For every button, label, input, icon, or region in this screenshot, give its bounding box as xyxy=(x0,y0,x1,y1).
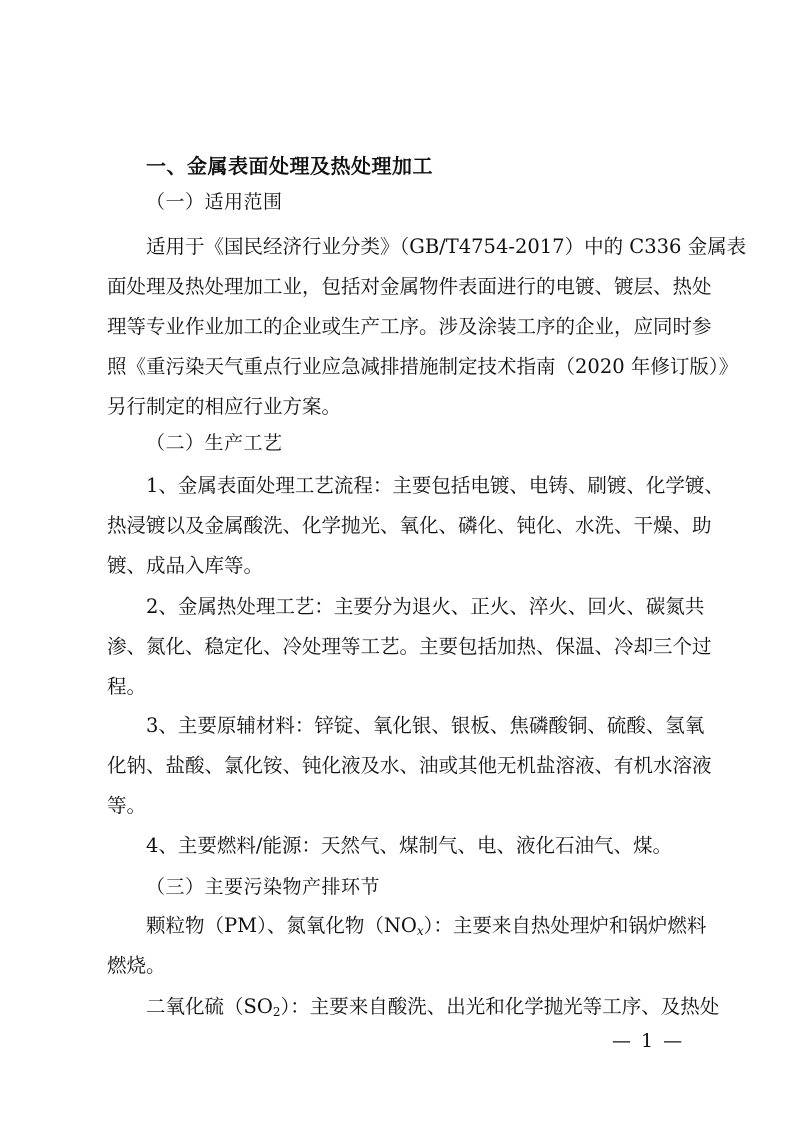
scope-line: 理等专业作业加工的企业或生产工序。涉及涂装工序的企业，应同时参 xyxy=(107,315,712,338)
item-line: 热浸镀以及金属酸洗、化学抛光、氧化、磷化、钝化、水洗、干燥、助 xyxy=(107,514,712,537)
so2-text-end: ）：主要来自酸洗、出光和化学抛光等工序、及热处 xyxy=(280,995,720,1018)
item-line: 等。 xyxy=(107,794,147,817)
item-line: 1、金属表面处理工艺流程：主要包括电镀、电铸、刷镀、化学镀、 xyxy=(146,474,724,497)
section-heading: 一、金属表面处理及热处理加工 xyxy=(146,154,433,178)
process-item-1 xyxy=(107,466,724,586)
item-line: 2、金属热处理工艺：主要分为退火、正火、淬火、回火、碳氮共 xyxy=(146,595,705,618)
nox-subscript: x xyxy=(416,924,424,938)
so2-subscript: 2 xyxy=(272,1005,281,1019)
scope-line: 适用于《国民经济行业分类》（GB/T4754-2017）中的 C336 金属表 xyxy=(146,235,747,258)
pm-text-end: ）：主要来自热处理炉和锅炉燃料 xyxy=(423,914,707,937)
scope-title: （一）适用范围 xyxy=(146,191,283,213)
item-line: 渗、氮化、稳定化、冷处理等工艺。主要包括加热、保温、冷却三个过 xyxy=(107,635,712,658)
scope-line: 另行制定的相应行业方案。 xyxy=(107,395,342,418)
page-number: — 1 — xyxy=(612,1030,685,1052)
process-title: （二）生产工艺 xyxy=(146,432,283,454)
pollution-title: （三）主要污染物产排环节 xyxy=(146,876,381,898)
so2-line xyxy=(107,987,720,1027)
scope-line: 面处理及热处理加工业，包括对金属物件表面进行的电镀、镀层、热处 xyxy=(107,275,712,298)
item-line: 镀、成品入库等。 xyxy=(107,554,264,577)
pm-line: 燃烧。 xyxy=(107,954,166,977)
item-line: 4、主要燃料/能源：天然气、煤制气、电、液化石油气、煤。 xyxy=(146,834,672,857)
item-line: 化钠、盐酸、氯化铵、钝化液及水、油或其他无机盐溶液、有机水溶液 xyxy=(107,754,712,777)
pm-text: 颗粒物（PM）、氮氧化物（NO xyxy=(146,914,417,937)
process-item-3 xyxy=(107,706,712,826)
so2-text: 二氧化硫（SO xyxy=(146,995,273,1018)
item-line: 3、主要原辅材料：锌锭、氧化银、银板、焦磷酸铜、硫酸、氢氧 xyxy=(146,714,705,737)
process-item-2 xyxy=(107,587,712,707)
pm-line xyxy=(107,906,707,946)
process-item-4 xyxy=(107,826,697,866)
item-line: 程。 xyxy=(107,675,147,698)
scope-paragraph xyxy=(107,227,747,427)
pollution-paragraph-pm xyxy=(107,906,707,986)
scope-line: 照《重污染天气重点行业应急减排措施制定技术指南（2020 年修订版）》 xyxy=(107,355,739,378)
pollution-paragraph-so2 xyxy=(107,987,720,1027)
